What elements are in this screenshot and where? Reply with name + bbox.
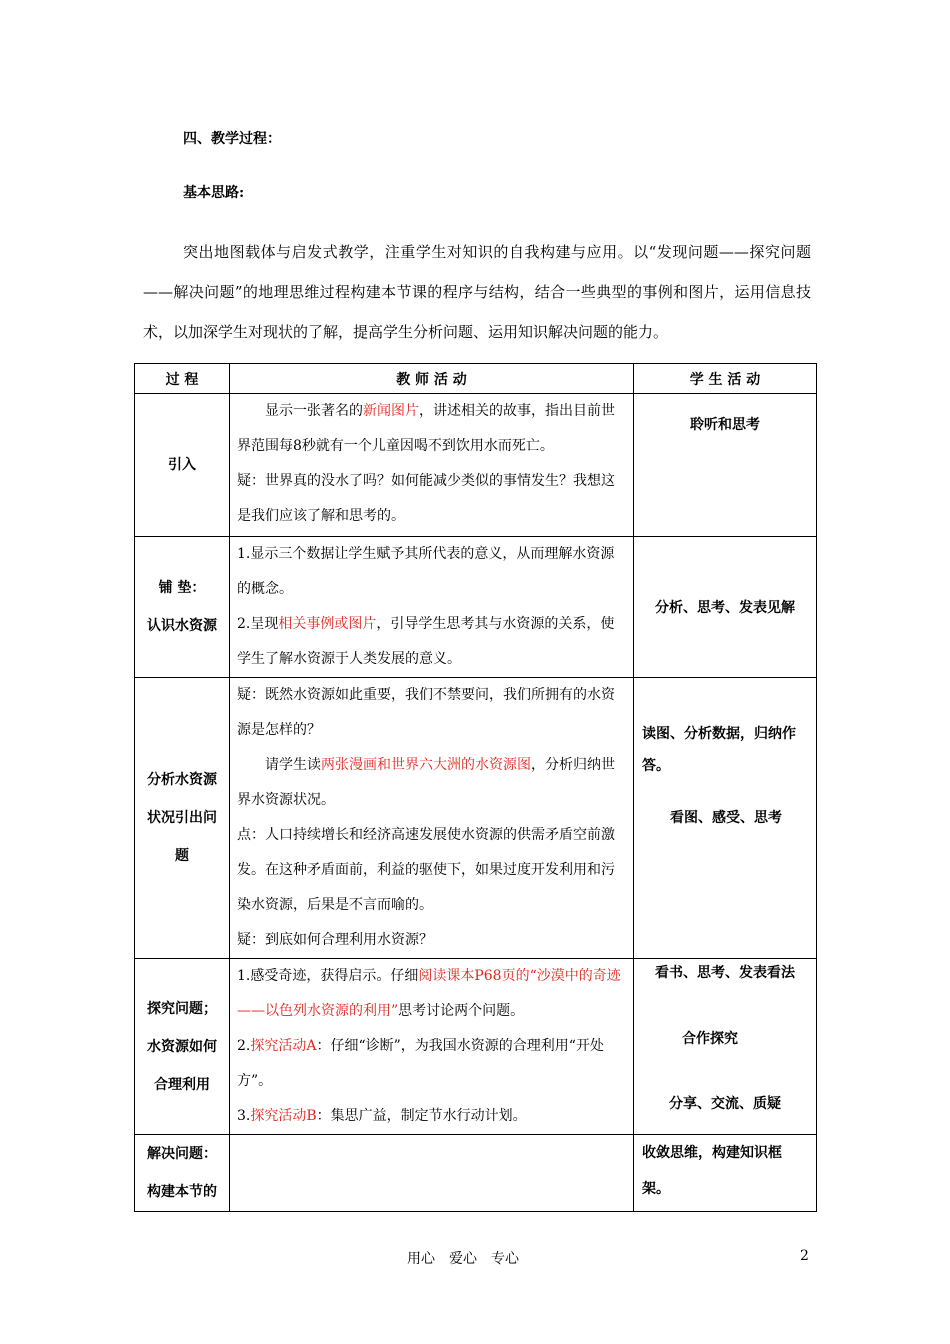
highlight-text: 探究活动B — [250, 1108, 317, 1124]
header-teacher: 教 师 活 动 — [230, 364, 634, 394]
teacher-text: 请学生读两张漫画和世界六大洲的水资源图，分析归纳世界水资源状况。 — [237, 757, 615, 808]
highlight-text: 新闻图片 — [363, 403, 419, 419]
highlight-text: 阅读课本P68页的“沙漠中的奇迹——以色列水资源的利用” — [237, 968, 621, 1019]
teacher-cell — [230, 1135, 634, 1212]
subheading: 基本思路: — [183, 185, 245, 201]
lesson-plan-table — [134, 363, 817, 1212]
student-activity: 读图、分析数据，归纳作答。 — [642, 726, 796, 774]
process-cell: 探究问题； 水资源如何 合理利用 — [135, 959, 230, 1135]
section-title: 四、教学过程： — [183, 131, 281, 147]
student-activity: 分享、交流、质疑 — [669, 1096, 781, 1112]
process-label: 引入 — [168, 457, 196, 473]
student-cell — [634, 1135, 817, 1212]
teacher-cell — [230, 394, 634, 537]
student-activity: 分析、思考、发表见解 — [655, 600, 795, 616]
table-row — [135, 537, 817, 678]
student-activity: 看图、感受、思考 — [670, 810, 782, 826]
teacher-text: 显示一张著名的新闻图片，讲述相关的故事，指出目前世界范围每8秒就有一个儿童因喝不到饮用水而死亡。 — [237, 403, 615, 454]
student-cell — [634, 959, 817, 1135]
highlight-text: 相关事例或图片 — [278, 616, 377, 632]
student-cell — [634, 537, 817, 678]
table-row — [135, 678, 817, 959]
student-cell — [634, 678, 817, 959]
teacher-text: 疑：世界真的没水了吗？如何能减少类似的事情发生？我想这是我们应该了解和思考的。 — [237, 473, 615, 524]
student-cell — [634, 394, 817, 537]
table-row — [135, 1135, 817, 1212]
teacher-text: 2.呈现相关事例或图片，引导学生思考其与水资源的关系，使学生了解水资源于人类发展的意义。 — [237, 616, 615, 667]
teacher-text: 1.显示三个数据让学生赋予其所代表的意义，从而理解水资源的概念。 — [237, 546, 615, 597]
student-activity: 合作探究 — [682, 1031, 738, 1047]
student-activity: 聆听和思考 — [690, 417, 760, 433]
process-cell: 分析水资源 状况引出问 题 — [135, 678, 230, 959]
student-activity: 收敛思维，构建知识框架。 — [642, 1145, 782, 1197]
student-activity: 看书、思考、发表看法 — [655, 965, 795, 981]
highlight-text: 探究活动A — [250, 1038, 317, 1054]
header-process: 过 程 — [135, 364, 230, 394]
highlight-text: 两张漫画和世界六大洲的水资源图 — [321, 757, 531, 773]
table-row — [135, 959, 817, 1135]
teacher-text: 2.探究活动A：仔细“诊断”，为我国水资源的合理利用“开处方”。 — [237, 1038, 604, 1089]
teacher-text: 点：人口持续增长和经济高速发展使水资源的供需矛盾空前激发。在这种矛盾面前，利益的驱使下，如果过度开发利用和污染水资源，后果是不言而喻的。 — [237, 827, 615, 913]
teacher-text: 3.探究活动B：集思广益，制定节水行动计划。 — [237, 1108, 527, 1124]
teacher-text: 1.感受奇迹，获得启示。仔细阅读课本P68页的“沙漠中的奇迹——以色列水资源的利用”思考讨论两个问题。 — [237, 968, 621, 1019]
process-cell: 铺 垫： 认识水资源 — [135, 537, 230, 678]
table-row — [135, 394, 817, 537]
intro-paragraph: 突出地图载体与启发式教学，注重学生对知识的自我构建与应用。以“发现问题——探究问题——解决问题”的地理思维过程构建本节课的程序与结构，结合一些典型的事例和图片，运用信息技术，以加深学生对现状的了解，提高学生分析问题、运用知识解决问题的能力。 — [143, 243, 811, 341]
teacher-text: 疑：既然水资源如此重要，我们不禁要问，我们所拥有的水资源是怎样的？ — [237, 687, 615, 738]
teacher-cell — [230, 678, 634, 959]
teacher-text: 疑：到底如何合理利用水资源？ — [237, 932, 433, 948]
page-number: 2 — [800, 1248, 809, 1264]
header-student: 学 生 活 动 — [634, 364, 817, 394]
table-header-row — [135, 364, 817, 394]
teacher-cell — [230, 959, 634, 1135]
process-cell — [135, 394, 230, 537]
teacher-cell — [230, 537, 634, 678]
process-cell: 解决问题： 构建本节的 — [135, 1135, 230, 1212]
footer-motto: 用心 爱心 专心 — [407, 1251, 519, 1267]
